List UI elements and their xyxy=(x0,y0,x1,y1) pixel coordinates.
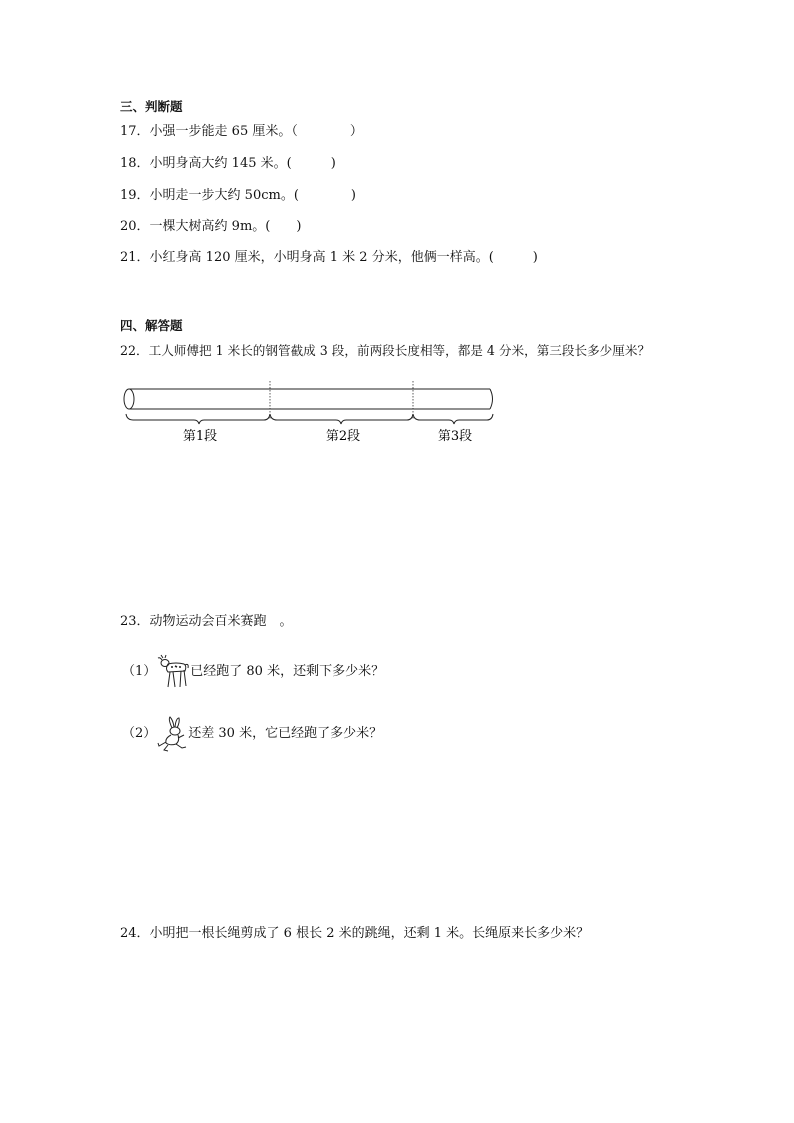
question-19: 19．小明走一步大约 50cm。( ) xyxy=(120,188,356,203)
question-17: 17．小强一步能走 65 厘米。（ ） xyxy=(120,124,363,139)
question-23-2-text: 还差 30 米，它已经跑了多少米？ xyxy=(188,726,383,741)
segment-1-label: 第1段 xyxy=(182,429,218,444)
question-23-1 xyxy=(122,654,384,690)
brace-1 xyxy=(126,414,270,424)
segment-2-label: 第2段 xyxy=(325,429,361,444)
brace-2 xyxy=(270,414,413,424)
deer-icon xyxy=(156,654,190,690)
question-22: 22．工人师傅把 1 米长的钢管截成 3 段，前两段长度相等，都是 4 分米，第三段长多少厘米？ xyxy=(120,343,651,358)
section3-heading: 三、判断题 xyxy=(120,99,183,114)
pipe-diagram xyxy=(118,380,498,450)
question-21: 21．小红身高 120 厘米，小明身高 1 米 2 分米，他俩一样高。( ) xyxy=(120,250,538,265)
question-23-1-number: （1） xyxy=(122,664,157,679)
question-23-2 xyxy=(122,716,382,752)
question-24: 24．小明把一根长绳剪成了 6 根长 2 米的跳绳，还剩 1 米。长绳原来长多少米？ xyxy=(120,926,590,941)
pipe-body xyxy=(124,389,493,409)
question-23: 23．动物运动会百米赛跑 。 xyxy=(120,614,293,629)
brace-3 xyxy=(413,414,493,424)
question-23-2-number: （2） xyxy=(122,726,157,741)
segment-3-label: 第3段 xyxy=(437,429,473,444)
rabbit-icon xyxy=(156,716,188,752)
section4-heading: 四、解答题 xyxy=(120,318,183,333)
question-23-1-text: 已经跑了 80 米，还剩下多少米？ xyxy=(190,664,385,679)
question-20: 20．一棵大树高约 9m。( ) xyxy=(120,219,302,234)
question-18: 18．小明身高大约 145 米。( ) xyxy=(120,156,336,171)
